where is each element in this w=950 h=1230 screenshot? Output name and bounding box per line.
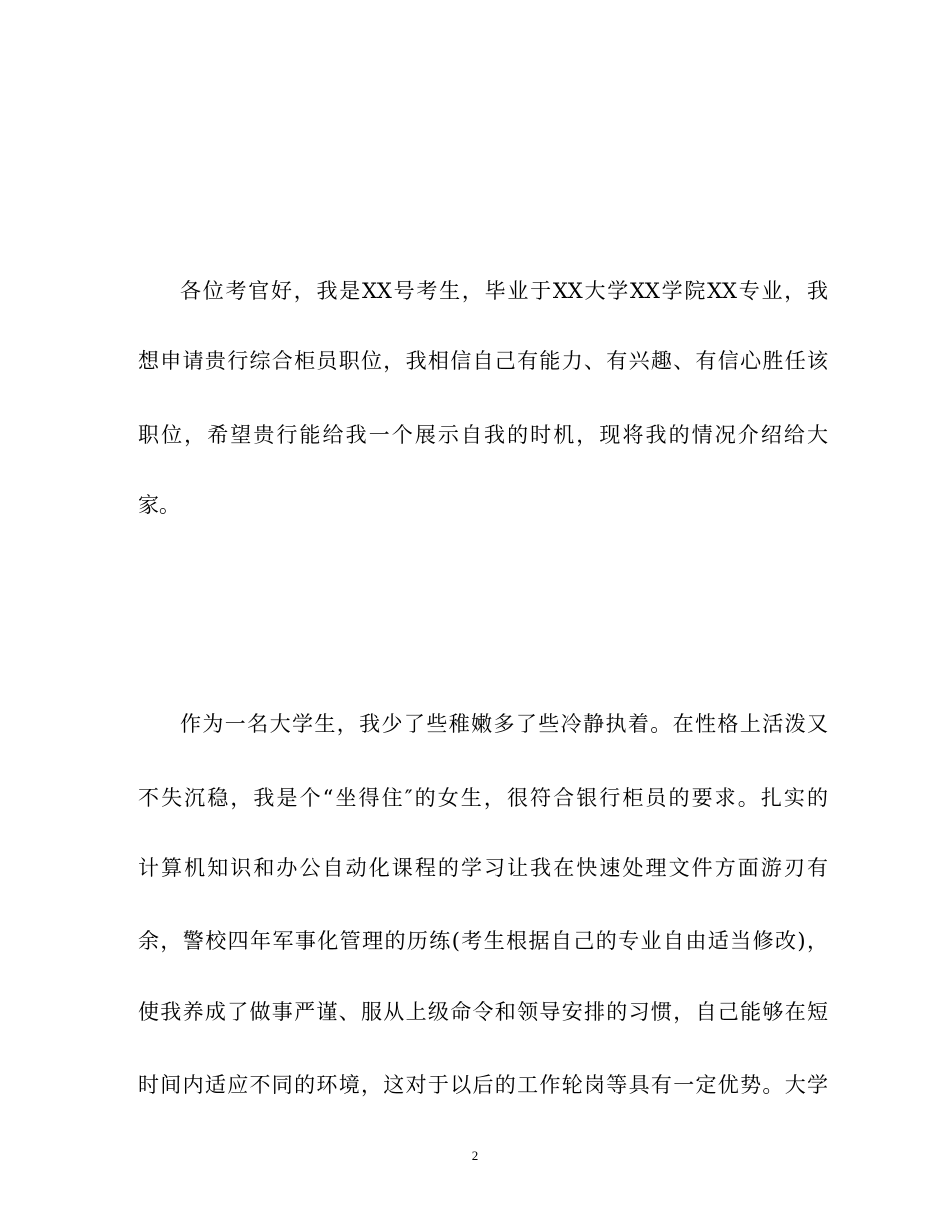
paragraph-2-line-2: 不失沉稳，我是个“坐得住″的女生，很符合银行柜员的要求。扎实的: [138, 786, 828, 810]
paragraph-1-line-3: 职位，希望贵行能给我一个展示自我的时机，现将我的情况介绍给大: [138, 423, 828, 447]
paragraph-2-line-4: 余，警校四年军事化管理的历练(考生根据自己的专业自由适当修改)，: [138, 929, 828, 953]
paragraph-1-line-2: 想申请贵行综合柜员职位，我相信自己有能力、有兴趣、有信心胜任该: [138, 349, 828, 373]
paragraph-2-line-1: 作为一名大学生，我少了些稚嫩多了些冷静执着。在性格上活泼又: [180, 712, 828, 736]
paragraph-1-line-4: 家。: [138, 493, 180, 517]
paragraph-2-line-5: 使我养成了做事严谨、服从上级命令和领导安排的习惯，自己能够在短: [138, 1000, 828, 1024]
page-number: 2: [471, 1148, 479, 1163]
paragraph-1-line-1: 各位考官好，我是XX号考生，毕业于XX大学XX学院XX专业，我: [180, 279, 828, 303]
paragraph-2-line-3: 计算机知识和办公自动化课程的学习让我在快速处理文件方面游刃有: [138, 856, 828, 880]
paragraph-2-line-6: 时间内适应不同的环境，这对于以后的工作轮岗等具有一定优势。大学: [138, 1073, 828, 1097]
